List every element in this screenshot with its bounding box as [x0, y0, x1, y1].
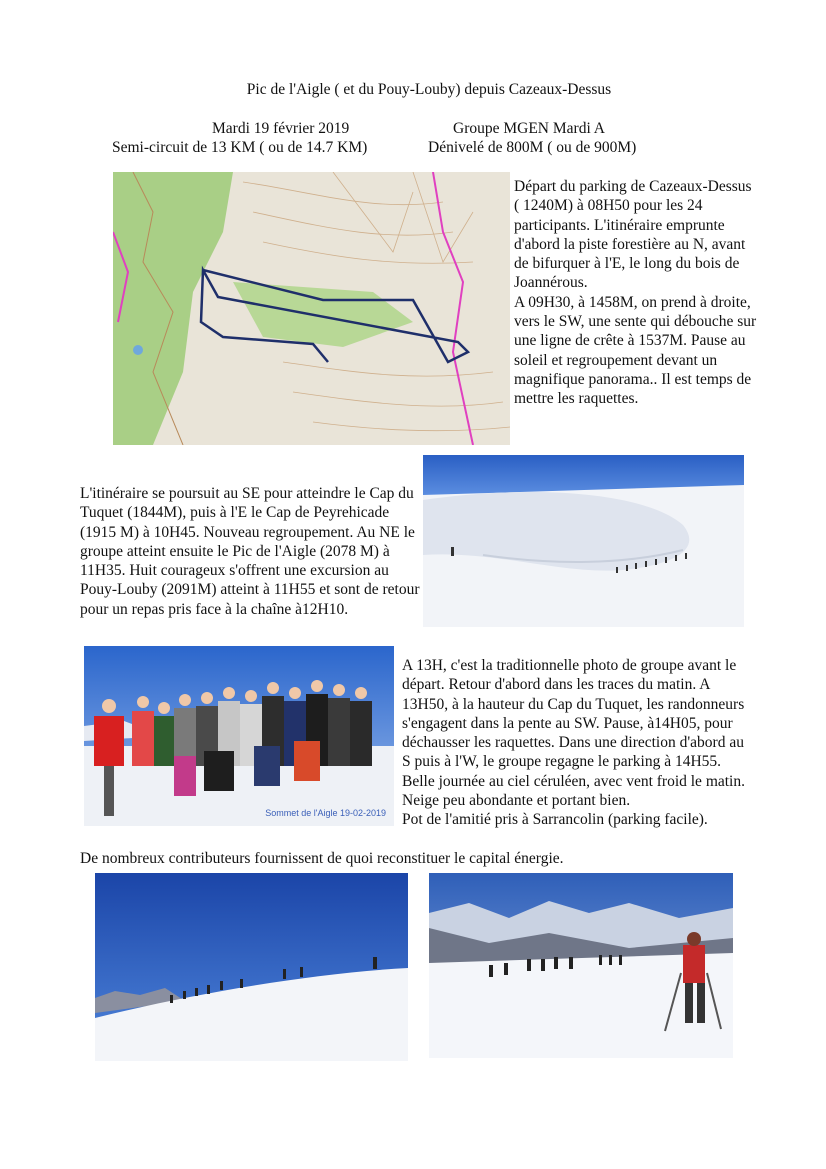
paragraph-return: A 13H, c'est la traditionnelle photo de groupe avant le départ. Retour d'abord dans les traces du matin. A 13H50, à la hauteur du Cap du Tuquet, les randonneurs s'engagent dans la pente au SW. Pause, à14H05, pour déchausser les raquettes. Dans une direction d'abord au S puis à l'W, le groupe regagne le parking à 14H55. [402, 657, 745, 771]
group-photo [84, 646, 394, 826]
hikers-ridge-photo [95, 873, 408, 1061]
paragraph-weather: Belle journée au ciel céruléen, avec vent froid le matin. Neige peu abondante et portant bien. [402, 772, 745, 810]
group-photo-caption: Sommet de l'Aigle 19-02-2019 [265, 808, 386, 818]
topographic-map-image [113, 172, 510, 445]
text-block-right-of-group-photo [402, 656, 756, 830]
group-line: Groupe MGEN Mardi A [453, 120, 605, 137]
date-line: Mardi 19 février 2019 [212, 120, 350, 137]
text-block-right-of-map [514, 177, 758, 409]
paragraph-ridge: A 09H30, à 1458M, on prend à droite, vers le SW, une sente qui débouche sur une ligne de crête à 1537M. Pause au soleil et regroupement devant un magnifique panorama.. Il est temps de mettre les raquettes. [514, 293, 757, 408]
page-title: Pic de l'Aigle ( et du Pouy-Louby) depuis Cazeaux-Dessus [246, 81, 612, 98]
paragraph-contributors: De nombreux contributeurs fournissent de quoi reconstituer le capital énergie. [80, 850, 564, 867]
paragraph-departure: Départ du parking de Cazeaux-Dessus ( 1240M) à 08H50 pour les 24 participants. L'itinéraire emprunte d'abord la piste forestière au N, avant de bifurquer à l'E, le long du bois de Joannérous. [514, 178, 752, 292]
elevation-line: Dénivelé de 800M ( ou de 900M) [428, 139, 637, 156]
circuit-line: Semi-circuit de 13 KM ( ou de 14.7 KM) [112, 139, 368, 156]
snowfield-hikers-photo [429, 873, 733, 1058]
paragraph-summits: L'itinéraire se poursuit au SE pour atteindre le Cap du Tuquet (1844M), puis à l'E le Cap de Peyrehicade (1915 M) à 10H45. Nouveau regroupement. Au NE le groupe atteint ensuite le Pic de l'Aigle (2078 M) à 11H35. Huit courageux s'offrent une excursion au Pouy-Louby (2091M) atteint à 11H55 et sont de retour pour un repas pris face à la chaîne à12H10. [80, 485, 420, 618]
paragraph-drinks: Pot de l'amitié pris à Sarrancolin (parking facile). [402, 811, 708, 829]
snowy-slope-photo [423, 455, 744, 627]
text-block-left-of-slope-photo [80, 484, 420, 619]
